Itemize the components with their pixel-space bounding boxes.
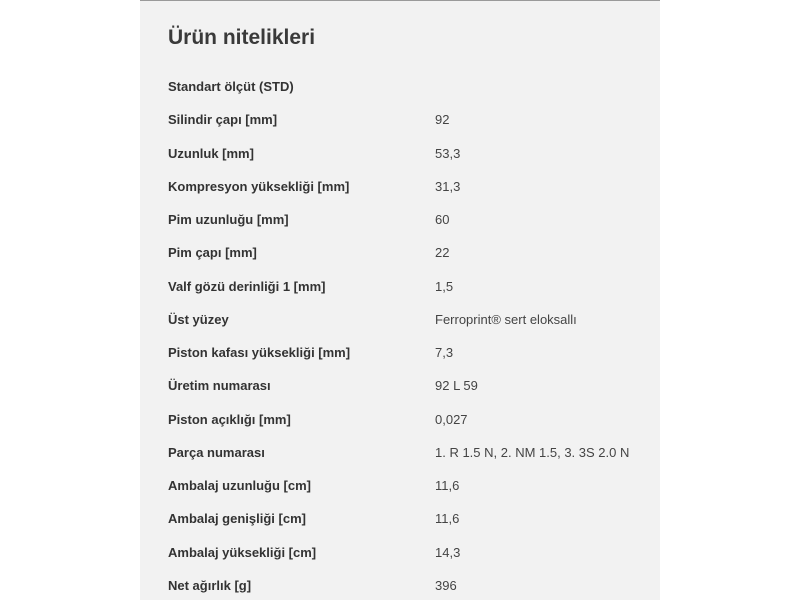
spec-label: Valf gözü derinliği 1 [mm] (168, 278, 326, 294)
spec-value: 1. R 1.5 N, 2. NM 1.5, 3. 3S 2.0 N (435, 444, 630, 460)
spec-row (168, 336, 648, 369)
spec-value: 11,6 (435, 511, 460, 527)
spec-value: 92 (435, 112, 450, 128)
spec-label: Ambalaj genişliği [cm] (168, 511, 306, 527)
spec-label: Ambalaj uzunluğu [cm] (168, 478, 311, 494)
spec-label: Silindir çapı [mm] (168, 112, 278, 128)
spec-label: Parça numarası (168, 444, 265, 460)
spec-value: 11,6 (435, 478, 460, 494)
spec-label: Pim çapı [mm] (168, 245, 257, 261)
spec-value: 53,3 (435, 145, 461, 161)
spec-label: Üretim numarası (168, 378, 271, 394)
spec-label: Ambalaj yüksekliği [cm] (168, 544, 317, 560)
product-attributes-panel (140, 0, 660, 600)
spec-label: Piston kafası yüksekliği [mm] (168, 345, 351, 361)
spec-value: 92 L 59 (435, 378, 478, 394)
top-divider (140, 0, 660, 1)
spec-label: Kompresyon yüksekliği [mm] (168, 178, 350, 194)
section-title: Ürün nitelikleri (168, 26, 316, 49)
spec-row (168, 436, 648, 469)
spec-value: 1,5 (435, 278, 454, 294)
spec-row (168, 270, 648, 303)
spec-row (168, 536, 648, 569)
spec-value: 7,3 (435, 345, 454, 361)
spec-label: Piston açıklığı [mm] (168, 411, 291, 427)
spec-value: 22 (435, 245, 450, 261)
spec-label: Uzunluk [mm] (168, 145, 254, 161)
spec-row (168, 203, 648, 236)
spec-value: 396 (435, 577, 457, 593)
spec-row (168, 403, 648, 436)
spec-row (168, 103, 648, 136)
spec-row (168, 469, 648, 502)
spec-value: 60 (435, 212, 450, 228)
spec-value: Ferroprint® sert eloksallı (435, 311, 577, 327)
spec-row (168, 502, 648, 535)
spec-row (168, 236, 648, 269)
spec-label: Net ağırlık [g] (168, 577, 252, 593)
spec-label: Üst yüzey (168, 311, 229, 327)
spec-label: Pim uzunluğu [mm] (168, 212, 289, 228)
spec-row (168, 70, 648, 103)
spec-row (168, 303, 648, 336)
spec-row (168, 137, 648, 170)
spec-row (168, 369, 648, 402)
spec-row (168, 569, 648, 600)
spec-label: Standart ölçüt (STD) (168, 79, 294, 95)
spec-value: 14,3 (435, 544, 461, 560)
spec-table (168, 70, 648, 600)
spec-value: 0,027 (435, 411, 468, 427)
spec-row (168, 170, 648, 203)
spec-value: 31,3 (435, 178, 461, 194)
